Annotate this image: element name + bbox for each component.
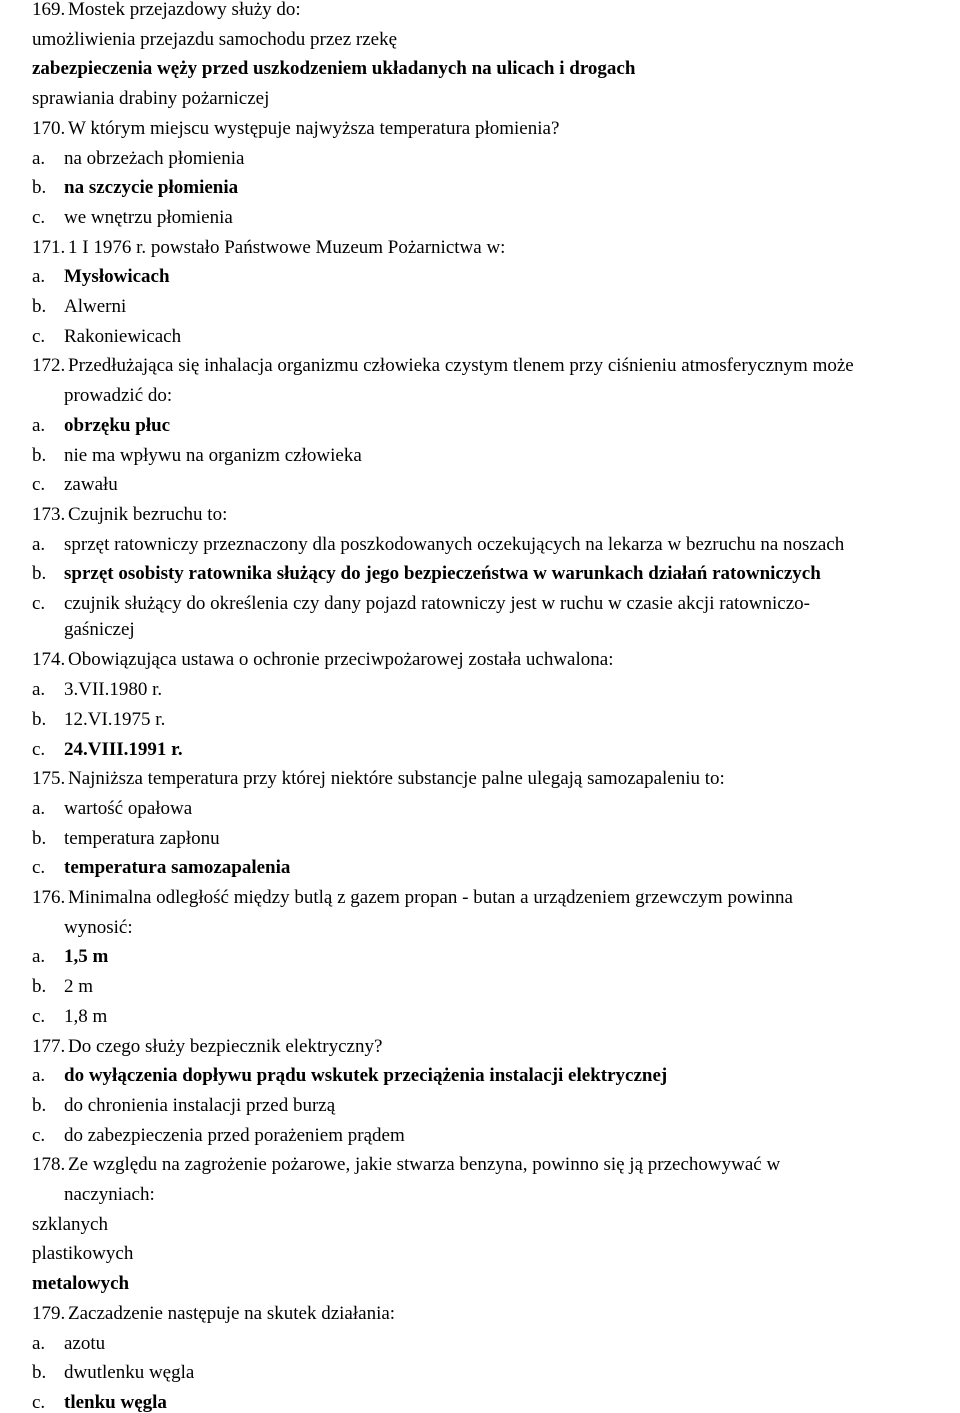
answer-text: umożliwienia przejazdu samochodu przez rzekę — [32, 28, 398, 50]
answer-letter: c. — [32, 738, 46, 760]
question-text: Ze względu na zagrożenie pożarowe, jakie stwarza benzyna, powinno się ją przechowywać w — [68, 1154, 781, 1176]
answer-letter: b. — [32, 177, 47, 199]
question-text: prowadzić do: — [64, 385, 173, 407]
answer-text: zawału — [64, 474, 118, 496]
answer-text: czujnik służący do określenia czy dany pojazd ratowniczy jest w ruchu w czasie akcji ratowniczo- — [64, 593, 810, 614]
answer-text: sprawiania drabiny pożarniczej — [32, 88, 270, 110]
answer-letter: b. — [32, 1094, 47, 1116]
question-text: wynosić: — [64, 916, 133, 938]
answer-letter: a. — [32, 679, 46, 701]
answer-letter: c. — [32, 474, 46, 496]
answer-letter: a. — [32, 533, 46, 555]
answer-letter: a. — [32, 266, 46, 288]
answer-text-continuation: gaśniczej — [64, 618, 135, 640]
answer-text: 12.VI.1975 r. — [64, 708, 166, 730]
question-number: 171. — [32, 236, 66, 258]
question-text: Przedłużająca się inhalacja organizmu człowieka czystym tlenem przy ciśnieniu atmosferycznym może — [68, 355, 854, 377]
answer-letter: a. — [32, 1065, 46, 1087]
answer-text: do wyłączenia dopływu prądu wskutek przeciążenia instalacji elektrycznej — [64, 1065, 668, 1087]
answer-text: 3.VII.1980 r. — [64, 679, 163, 701]
answer-text: zabezpieczenia węży przed uszkodzeniem układanych na ulicach i drogach — [32, 58, 636, 80]
answer-text: tlenku węgla — [64, 1391, 167, 1413]
answer-text: wartość opałowa — [64, 797, 193, 819]
answer-letter: a. — [32, 1332, 46, 1354]
answer-letter: b. — [32, 444, 47, 466]
question-text: Najniższa temperatura przy której niektóre substancje palne ulegają samozapaleniu to: — [68, 768, 725, 790]
answer-letter: b. — [32, 708, 47, 730]
answer-text: temperatura zapłonu — [64, 827, 220, 849]
question-number: 170. — [32, 117, 66, 139]
question-number: 169. — [32, 0, 66, 20]
question-text: Do czego służy bezpiecznik elektryczny? — [68, 1035, 383, 1057]
answer-letter: a. — [32, 797, 46, 819]
answer-text: plastikowych — [32, 1243, 134, 1265]
answer-text: metalowych — [32, 1273, 130, 1295]
answer-letter: a. — [32, 147, 46, 169]
question-text: W którym miejscu występuje najwyższa temperatura płomienia? — [68, 117, 560, 139]
answer-text: obrzęku płuc — [64, 414, 171, 436]
question-number: 178. — [32, 1154, 66, 1176]
question-number: 175. — [32, 768, 66, 790]
answer-letter: c. — [32, 593, 46, 614]
question-text: Minimalna odległość między butlą z gazem propan - butan a urządzeniem grzewczym powinna — [68, 887, 793, 909]
answer-letter: a. — [32, 414, 46, 436]
question-text: Mostek przejazdowy służy do: — [68, 0, 301, 20]
answer-text: Mysłowicach — [64, 266, 170, 288]
answer-text: do chronienia instalacji przed burzą — [64, 1094, 336, 1116]
question-number: 177. — [32, 1035, 66, 1057]
answer-letter: b. — [32, 827, 47, 849]
question-number: 176. — [32, 887, 66, 909]
question-number: 172. — [32, 355, 66, 377]
answer-text: 2 m — [64, 976, 94, 998]
answer-text: Alwerni — [64, 296, 127, 317]
answer-text: 24.VIII.1991 r. — [64, 738, 183, 760]
answer-text: azotu — [64, 1332, 106, 1354]
answer-text: Rakoniewicach — [64, 325, 182, 347]
answer-text: 1,5 m — [64, 946, 109, 968]
question-text: 1 I 1976 r. powstało Państwowe Muzeum Pożarnictwa w: — [68, 236, 506, 258]
answer-text: nie ma wpływu na organizm człowieka — [64, 444, 362, 466]
answer-text: szklanych — [32, 1213, 108, 1235]
answer-text: sprzęt osobisty ratownika służący do jego bezpieczeństwa w warunkach działań ratowniczych — [64, 563, 821, 585]
question-number: 179. — [32, 1302, 66, 1324]
answer-text: temperatura samozapalenia — [64, 857, 291, 879]
answer-text: na obrzeżach płomienia — [64, 147, 245, 169]
answer-text: do zabezpieczenia przed porażeniem prądem — [64, 1124, 405, 1146]
answer-letter: c. — [32, 857, 46, 879]
answer-letter: c. — [32, 1124, 46, 1146]
answer-text: we wnętrzu płomienia — [64, 206, 233, 228]
answer-text: sprzęt ratowniczy przeznaczony dla poszkodowanych oczekujących na lekarza w bezruchu na noszach — [64, 533, 845, 555]
answer-letter: b. — [32, 1362, 47, 1384]
answer-letter: c. — [32, 325, 46, 347]
answer-letter: b. — [32, 296, 47, 317]
answer-letter: b. — [32, 976, 47, 998]
answer-letter: a. — [32, 946, 46, 968]
question-text: Obowiązująca ustawa o ochronie przeciwpożarowej została uchwalona: — [68, 649, 614, 671]
question-number: 173. — [32, 503, 66, 525]
answer-text: na szczycie płomienia — [64, 177, 239, 199]
answer-letter: b. — [32, 563, 47, 585]
question-text: naczyniach: — [64, 1184, 155, 1206]
answer-text: dwutlenku węgla — [64, 1362, 195, 1384]
answer-letter: c. — [32, 206, 46, 228]
question-text: Zaczadzenie następuje na skutek działania: — [68, 1302, 396, 1324]
question-text: Czujnik bezruchu to: — [68, 503, 228, 525]
question-number: 174. — [32, 649, 66, 671]
answer-text: 1,8 m — [64, 1005, 108, 1027]
answer-letter: c. — [32, 1005, 46, 1027]
answer-letter: c. — [32, 1391, 46, 1413]
